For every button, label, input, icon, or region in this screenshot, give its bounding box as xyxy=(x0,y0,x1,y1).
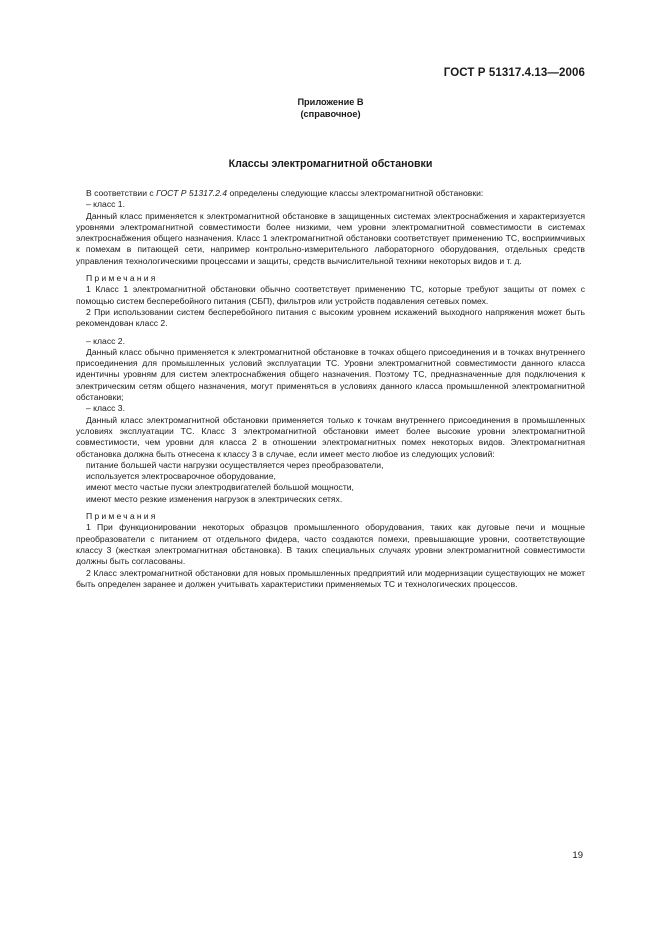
class1-label: – класс 1. xyxy=(86,199,125,210)
class3-condition: используется электросварочное оборудование, xyxy=(86,471,276,482)
standard-number: ГОСТ Р 51317.4.13—2006 xyxy=(443,67,585,79)
intro-before: В соответствии с xyxy=(86,188,157,198)
intro-after: определены следующие классы электромагнитной обстановки: xyxy=(227,188,484,198)
class1-text: Данный класс применяется к электромагнитной обстановке в защищенных системах электроснабжения и характеризуется уровнями электромагнитной совместимости более низкими, чем уровни электромагнитной совместимости в системах электроснабжения общего назначения. Класс 1 электромагнитной обстановки соответствует применению ТС, восприимчивых к помехам в питающей сети, например контрольно-измерительного лабораторного оборудования, отдельных средств управления технологическими процессами и защиты, средств вычислительной техники некоторых видов и т. д. xyxy=(76,210,585,266)
intro-reference: ГОСТ Р 51317.2.4 xyxy=(156,188,228,198)
notes2-item-2: 2 Класс электромагнитной обстановки для новых промышленных предприятий или модернизации существующих не может быть определен заранее и должен учитывать характеристики применяемых ТС и технологических процессов. xyxy=(76,567,585,589)
page-number: 19 xyxy=(572,850,583,861)
document-body xyxy=(76,188,585,590)
notes1-item-1: 1 Класс 1 электромагнитной обстановки обычно соответствует применению ТС, которые требуют защиты от помех с помощью систем бесперебойного питания (СБП), фильтров или устройств подавления сетевых помех. xyxy=(76,284,585,306)
notes2-heading: Примечания xyxy=(86,511,158,522)
class3-text: Данный класс электромагнитной обстановки применяется только к точкам внутреннего присоединения в промышленных условиях эксплуатации ТС. Класс 3 электромагнитной обстановки имеет более высокие уровни электромагнитной совместимости, чем уровни для класса 2 в отношении электромагнитных помех некоторых видов. Электромагнитная обстановка должна быть отнесена к классу 3 в случае, если имеет место любое из следующих условий: xyxy=(76,414,585,459)
intro-paragraph xyxy=(76,188,585,199)
class2-label: – класс 2. xyxy=(86,335,125,346)
notes1-item-2: 2 При использовании систем бесперебойного питания с высоким уровнем искажений выходного напряжения может быть рекомендован класс 2. xyxy=(76,306,585,329)
class3-condition: питание большей части нагрузки осуществляется через преобразователи, xyxy=(86,459,384,470)
class3-label: – класс 3. xyxy=(86,403,125,414)
class3-condition: имеют место частые пуски электродвигателей большой мощности, xyxy=(86,482,354,493)
class3-condition: имеют место резкие изменения нагрузок в электрических сетях. xyxy=(86,493,343,504)
class2-text: Данный класс обычно применяется к электромагнитной обстановке в точках общего присоединения и в точках внутреннего присоединения для промышленных условий эксплуатации ТС. Уровни электромагнитной совместимости данного класса идентичны уровням для систем электроснабжения общего назначения. Поэтому ТС, предназначенные для подключения к электрическим сетям общего назначения, могут применяться в условиях данного класса промышленной электромагнитной обстановки; xyxy=(76,346,585,403)
annex-subtitle: (справочное) xyxy=(300,109,361,119)
section-title: Классы электромагнитной обстановки xyxy=(228,158,433,170)
annex-title: Приложение В xyxy=(297,97,364,107)
notes1-heading: Примечания xyxy=(86,273,158,284)
notes2-item-1: 1 При функционировании некоторых образцов промышленного оборудования, таких как дуговые печи и мощные преобразователи с питанием от отдельного фидера, часто создаются помехи, превышающие уровни, соответствующие классу 3 (жесткая электромагнитная обстановка). В таких специальных случаях уровни электромагнитной совместимости должны быть согласованы. xyxy=(76,522,585,567)
